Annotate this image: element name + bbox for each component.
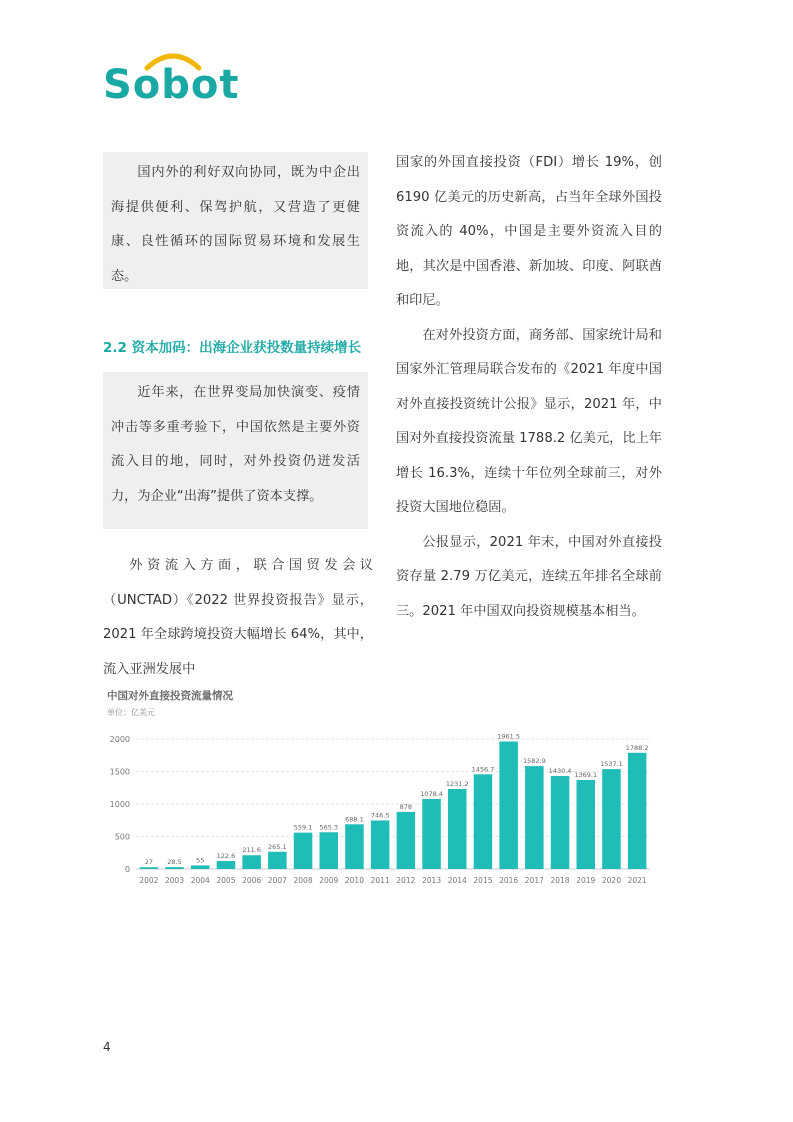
bar-2005 <box>217 861 236 869</box>
x-tick-label-2011: 2011 <box>370 876 390 885</box>
bar-2019 <box>576 780 595 869</box>
callout-2-text: 近年来，在世界变局加快演变、疫情冲击等多重考验下，中国依然是主要外资流入目的地，同时，对外投资仍迸发活力，为企业“出海”提供了资本支撑。 <box>111 385 360 504</box>
data-label-2018: 1430.4 <box>548 767 572 776</box>
bar-2004 <box>191 865 210 869</box>
bar-2012 <box>397 812 416 869</box>
bar-2008 <box>294 833 313 869</box>
x-tick-label-2016: 2016 <box>499 876 519 885</box>
data-label-2005: 122.6 <box>216 852 236 861</box>
x-tick-label-2007: 2007 <box>267 876 287 885</box>
data-label-2021: 1788.2 <box>625 743 649 752</box>
right-paragraph-3: 公报显示，2021 年末，中国对外直接投资存量 2.79 万亿美元，连续五年排名全球前三。2021 年中国双向投资规模基本相当。 <box>396 534 662 619</box>
data-label-2009: 565.3 <box>319 823 339 832</box>
left-column <box>103 549 373 687</box>
x-tick-label-2005: 2005 <box>216 876 236 885</box>
bar-2010 <box>345 824 364 869</box>
y-tick-label: 0 <box>124 865 130 874</box>
x-tick-label-2020: 2020 <box>601 876 621 885</box>
y-tick-label: 2000 <box>109 735 130 744</box>
sobot-logo <box>103 50 240 110</box>
page-number: 4 <box>103 1040 111 1054</box>
x-tick-label-2019: 2019 <box>576 876 596 885</box>
data-label-2004: 55 <box>196 856 205 865</box>
data-label-2014: 1231.2 <box>445 779 469 788</box>
bar-2018 <box>551 776 570 869</box>
data-label-2020: 1537.1 <box>600 760 623 769</box>
x-tick-label-2010: 2010 <box>344 876 364 885</box>
data-label-2010: 688.1 <box>345 815 364 824</box>
x-tick-label-2008: 2008 <box>293 876 313 885</box>
data-label-2008: 559.1 <box>293 823 313 832</box>
section-heading: 2.2 资本加码：出海企业获投数量持续增长 <box>103 340 362 356</box>
bar-2015 <box>474 774 493 869</box>
data-label-2017: 1582.9 <box>522 757 546 766</box>
bar-2003 <box>165 867 184 869</box>
bar-2009 <box>319 832 338 869</box>
x-tick-label-2004: 2004 <box>190 876 210 885</box>
bar-2007 <box>268 852 287 869</box>
data-label-2003: 28.5 <box>167 858 182 867</box>
data-label-2012: 878 <box>399 802 413 811</box>
callout-box-2 <box>103 372 368 529</box>
x-tick-label-2021: 2021 <box>627 876 647 885</box>
data-label-2006: 211.6 <box>242 846 261 855</box>
data-label-2013: 1078.4 <box>420 789 443 798</box>
data-label-2002: 27 <box>144 858 153 867</box>
y-tick-label: 1000 <box>109 800 130 809</box>
bar-2011 <box>371 820 390 869</box>
x-tick-label-2017: 2017 <box>524 876 544 885</box>
bar-2014 <box>448 789 467 869</box>
data-label-2015: 1456.7 <box>471 765 495 774</box>
logo-text: Sobot <box>103 62 240 108</box>
bar-2016 <box>499 742 518 869</box>
chart-unit-label: 单位：亿美元 <box>107 708 155 717</box>
bar-2017 <box>525 766 544 869</box>
bar-2020 <box>602 769 621 869</box>
fdi-bar-chart <box>100 725 660 890</box>
y-tick-label: 1500 <box>109 767 130 777</box>
right-paragraph-1: 国家的外国直接投资（FDI）增长 19%，创 6190 亿美元的历史新高，占当年全球外国投资流入的 40%，中国是主要外资流入目的地，其次是中国香港、新加坡、印度、阿联酋和印尼。 <box>396 155 662 308</box>
bar-2006 <box>242 855 261 869</box>
x-tick-label-2013: 2013 <box>422 876 442 885</box>
data-label-2007: 265.1 <box>268 842 287 851</box>
x-tick-label-2002: 2002 <box>139 876 159 885</box>
right-paragraph-2: 在对外投资方面，商务部、国家统计局和国家外汇管理局联合发布的《2021 年度中国对外直接投资统计公报》显示，2021 年，中国对外直接投资流量 1788.2 亿美元，比上年增长 16.3%，连续十年位列全球前三，对外投资大国地位稳固。 <box>396 327 662 515</box>
x-tick-label-2012: 2012 <box>396 876 416 885</box>
chart-title: 中国对外直接投资流量情况 <box>107 690 233 702</box>
bar-2021 <box>628 753 647 869</box>
bar-2013 <box>422 799 441 869</box>
callout-1-text: 国内外的利好双向协同，既为中企出海提供便利、保驾护航，又营造了更健康、良性循环的国际贸易环境和发展生态。 <box>111 165 360 284</box>
data-label-2016: 1961.5 <box>497 732 521 741</box>
right-column <box>396 146 662 629</box>
data-label-2011: 746.5 <box>370 811 390 820</box>
callout-box-1 <box>103 152 368 289</box>
data-label-2019: 1369.1 <box>574 771 598 780</box>
x-tick-label-2003: 2003 <box>165 876 185 885</box>
x-tick-label-2018: 2018 <box>550 876 570 885</box>
bar-2002 <box>140 867 159 869</box>
x-tick-label-2014: 2014 <box>447 876 467 885</box>
x-tick-label-2009: 2009 <box>319 876 339 885</box>
y-tick-label: 500 <box>114 832 130 842</box>
x-tick-label-2015: 2015 <box>473 876 493 885</box>
x-tick-label-2006: 2006 <box>242 876 262 885</box>
left-paragraph-1: 外资流入方面，联合国贸发会议（UNCTAD）《2022 世界投资报告》显示，2021 年全球跨境投资大幅增长 64%，其中，流入亚洲发展中 <box>103 558 373 677</box>
